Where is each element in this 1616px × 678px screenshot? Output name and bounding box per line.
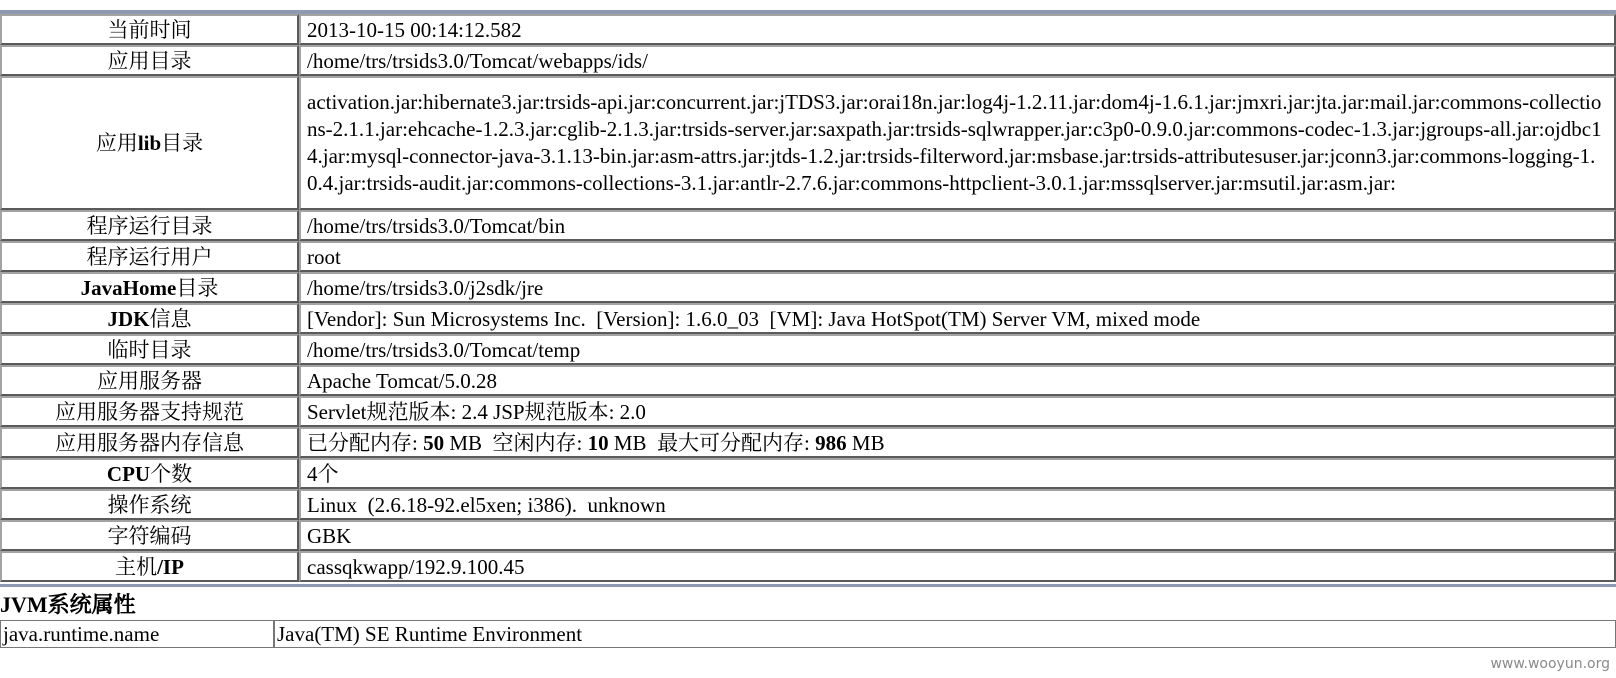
table-row bbox=[0, 210, 1616, 241]
mem-max-unit: MB bbox=[846, 430, 885, 455]
mem-max-value: 986 bbox=[815, 430, 847, 455]
label-os: 操作系统 bbox=[0, 489, 299, 520]
label-current-time: 当前时间 bbox=[0, 14, 299, 45]
table-row bbox=[0, 458, 1616, 489]
mem-free-value: 10 bbox=[587, 430, 609, 455]
mem-max-label: 最大可分配内存: bbox=[657, 430, 816, 455]
mem-free-unit: MB bbox=[608, 430, 658, 455]
label-javahome-dir bbox=[0, 272, 299, 303]
value-javahome-dir: /home/trs/trsids3.0/j2sdk/jre bbox=[299, 272, 1616, 303]
value-server-spec: Servlet规范版本: 2.4 JSP规范版本: 2.0 bbox=[299, 396, 1616, 427]
label-app-lib-dir bbox=[0, 76, 299, 210]
value-run-user: root bbox=[299, 241, 1616, 272]
mem-free-label: 空闲内存: bbox=[492, 430, 588, 455]
label-app-server: 应用服务器 bbox=[0, 365, 299, 396]
table-row bbox=[0, 303, 1616, 334]
system-info-table bbox=[0, 14, 1616, 582]
table-row bbox=[0, 620, 1616, 648]
label-run-dir: 程序运行目录 bbox=[0, 210, 299, 241]
jvm-property-value: Java(TM) SE Runtime Environment bbox=[274, 620, 1616, 648]
label-part: 应用 bbox=[95, 131, 138, 155]
table-row bbox=[0, 551, 1616, 582]
value-temp-dir: /home/trs/trsids3.0/Tomcat/temp bbox=[299, 334, 1616, 365]
value-current-time: 2013-10-15 00:14:12.582 bbox=[299, 14, 1616, 45]
value-run-dir: /home/trs/trsids3.0/Tomcat/bin bbox=[299, 210, 1616, 241]
table-row bbox=[0, 520, 1616, 551]
value-app-server: Apache Tomcat/5.0.28 bbox=[299, 365, 1616, 396]
label-run-user: 程序运行用户 bbox=[0, 241, 299, 272]
table-row bbox=[0, 45, 1616, 76]
mem-alloc-label: 已分配内存: bbox=[307, 430, 424, 455]
label-host-ip bbox=[0, 551, 299, 582]
table-row bbox=[0, 14, 1616, 45]
top-border bbox=[0, 0, 1616, 14]
label-part: 信息 bbox=[149, 306, 192, 331]
label-jdk-info bbox=[0, 303, 299, 334]
label-part-bold: JDK bbox=[107, 306, 150, 331]
label-temp-dir: 临时目录 bbox=[0, 334, 299, 365]
mem-alloc-unit: MB bbox=[444, 430, 493, 455]
value-jdk-info: [Vendor]: Sun Microsystems Inc. [Version]: 1.6.0_03 [VM]: Java HotSpot(TM) Server VM, mixed mode bbox=[299, 303, 1616, 334]
label-part: 主机 bbox=[115, 554, 158, 579]
value-app-dir: /home/trs/trsids3.0/Tomcat/webapps/ids/ bbox=[299, 45, 1616, 76]
jvm-properties-table bbox=[0, 620, 1616, 648]
table-row bbox=[0, 365, 1616, 396]
label-part: 目录 bbox=[176, 275, 219, 300]
value-host-ip: cassqkwapp/192.9.100.45 bbox=[299, 551, 1616, 582]
mem-alloc-value: 50 bbox=[423, 430, 445, 455]
label-server-spec: 应用服务器支持规范 bbox=[0, 396, 299, 427]
label-part-bold: CPU bbox=[106, 461, 151, 486]
label-cpu-count bbox=[0, 458, 299, 489]
value-os: Linux (2.6.18-92.el5xen; i386). unknown bbox=[299, 489, 1616, 520]
label-part: 目录 bbox=[161, 131, 204, 155]
watermark: www.wooyun.org bbox=[1490, 656, 1610, 672]
table-row bbox=[0, 272, 1616, 303]
table-row bbox=[0, 76, 1616, 210]
table-row bbox=[0, 334, 1616, 365]
table-row bbox=[0, 241, 1616, 272]
label-server-memory: 应用服务器内存信息 bbox=[0, 427, 299, 458]
jvm-property-key: java.runtime.name bbox=[0, 620, 274, 648]
value-charset: GBK bbox=[299, 520, 1616, 551]
label-part: 个数 bbox=[150, 461, 193, 486]
value-server-memory bbox=[299, 427, 1616, 458]
value-cpu-count: 4个 bbox=[299, 458, 1616, 489]
value-app-lib-dir: activation.jar:hibernate3.jar:trsids-api.jar:concurrent.jar:jTDS3.jar:orai18n.jar:log4j-1.2.11.jar:dom4j-1.6.1.jar:jmxri.jar:jta.jar:mail.jar:commons-collections-2.1.1.jar:ehcache-1.2.3.jar:cglib-2.1.3.jar:trsids-server.jar:saxpath.jar:trsids-sqlwrapper.jar:c3p0-0.9.0.jar:commons-codec-1.3.jar:jgroups-all.jar:ojdbc14.jar:mysql-connector-java-3.1.13-bin.jar:asm-attrs.jar:jtds-1.2.jar:trsids-filterword.jar:msbase.jar:trsids-attributesuser.jar:jconn3.jar:commons-logging-1.0.4.jar:trsids-audit.jar:commons-collections-3.1.jar:antlr-2.7.6.jar:commons-httpclient-3.0.1.jar:mssqlserver.jar:msutil.jar:asm.jar: bbox=[299, 76, 1616, 210]
label-part-bold: /IP bbox=[157, 554, 184, 579]
label-part-bold: JavaHome bbox=[80, 275, 177, 300]
table-row bbox=[0, 489, 1616, 520]
label-app-dir: 应用目录 bbox=[0, 45, 299, 76]
jvm-section-title: JVM系统属性 bbox=[0, 592, 136, 617]
table-row bbox=[0, 427, 1616, 458]
label-part-bold: lib bbox=[137, 131, 162, 155]
table-row bbox=[0, 396, 1616, 427]
label-charset: 字符编码 bbox=[0, 520, 299, 551]
